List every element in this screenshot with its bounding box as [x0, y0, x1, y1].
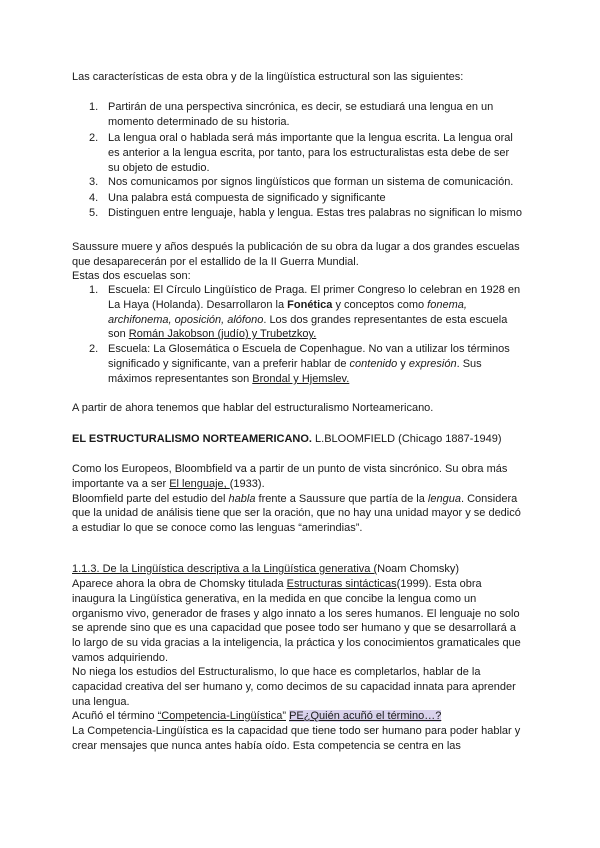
paragraph-line: Como los Europeos, Bloombfield va a partir de un punto de vista sincrónico. Su obra más: [72, 463, 508, 475]
list-item-text: su objeto de estudio.: [108, 162, 210, 174]
paragraph-line: No niega los estudios del Estructuralismo, lo que hace es completarlos, hablar de la: [72, 666, 481, 678]
list-item-text: Nos comunicamos por signos lingüísticos que forman un sistema de comunicación.: [108, 176, 514, 188]
subsection-title: 1.1.3. De la Lingüística descriptiva a la Lingüística generativa (Noam Chomsky): [72, 563, 460, 575]
paragraph-line: lo largo de su vida gracias a la inteligencia, la práctica y los conocimientos gramaticales que: [72, 637, 521, 649]
list-item-text: momento determinado de su historia.: [108, 116, 290, 128]
comment-highlight[interactable]: PE¿Quién acuñó el término…?: [289, 710, 442, 722]
list-number: 2.: [89, 343, 99, 355]
paragraph-line: Bloomfield parte del estudio del habla frente a Saussure que partía de la lengua. Considera: [72, 493, 518, 505]
intro-paragraph: Las características de esta obra y de la lingüística estructural son las siguientes:: [72, 71, 464, 83]
list-item-text: Escuela: El Círculo Lingüístico de Praga. El primer Congreso lo celebran en 1928 en: [108, 284, 521, 296]
paragraph-line: vamos adquiriendo.: [72, 652, 169, 664]
list-item-text: Escuela: La Glosemática o Escuela de Copenhague. No van a utilizar los términos: [108, 343, 510, 355]
list-item-text: máximos representantes son Brondal y Hjemslev.: [108, 373, 350, 385]
paragraph-line: Aparece ahora la obra de Chomsky titulada Estructuras sintácticas(1999). Esta obra: [72, 578, 482, 590]
list-item-text: La lengua oral o hablada será más importante que la lengua escrita. La lengua oral: [108, 132, 513, 144]
paragraph-line: a estudiar lo que se conoce como las lenguas “amerindias”.: [72, 522, 363, 534]
section-heading: EL ESTRUCTURALISMO NORTEAMERICANO. L.BLOOMFIELD (Chicago 1887-1949): [72, 433, 502, 445]
list-number: 2.: [89, 132, 99, 144]
paragraph-line: capacidad creativa del ser humano y, como decimos de su capacidad innata para aprender: [72, 681, 516, 693]
list-number: 3.: [89, 176, 99, 188]
list-item-text: Partirán de una perspectiva sincrónica, es decir, se estudiará una lengua en un: [108, 101, 494, 113]
list-number: 1.: [89, 284, 99, 296]
list-item-text: archifonema, oposición, alófono. Los dos grandes representantes de esta escuela: [108, 314, 508, 326]
representatives-link: Román Jakobson (judío) y Trubetzkoy.: [128, 328, 317, 340]
list-item-text: La Haya (Holanda). Desarrollaron la Fonética y conceptos como fonema,: [108, 299, 467, 311]
paragraph-line: se aprende sino que es una capacidad que posee todo ser humano y que se desarrollará a: [72, 622, 516, 634]
paragraph-line: Acuñó el término “Competencia-Lingüística” PE¿Quién acuñó el término…?: [72, 710, 442, 722]
list-item-text: Distinguen entre lenguaje, habla y lengua. Estas tres palabras no significan lo mismo: [108, 207, 522, 219]
list-item-text: Una palabra está compuesta de significado y significante: [108, 192, 386, 204]
paragraph-line: organismo vivo, generador de frases y algo innato a los seres humanos. El lenguaje no solo: [72, 608, 520, 620]
paragraph-line: A partir de ahora tenemos que hablar del estructuralismo Norteamericano.: [72, 402, 434, 414]
paragraph-line: Saussure muere y años después la publicación de su obra da lugar a dos grandes escuelas: [72, 241, 520, 253]
paragraph-line: que la unidad de análisis tiene que ser la oración, que no hay una unidad mayor y se dedicó: [72, 507, 521, 519]
representatives-link: Brondal y Hjemslev.: [252, 373, 350, 385]
paragraph-line: crear mensajes que nunca antes había oído. Esta competencia se centra en las: [72, 740, 461, 752]
paragraph-line: Estas dos escuelas son:: [72, 270, 191, 282]
paragraph-line: La Competencia-Lingüística es la capacidad que tiene todo ser humano para poder hablar y: [72, 725, 521, 737]
paragraph-line: inaugura la Lingüística generativa, en la medida en que concibe la lengua como un: [72, 593, 477, 605]
paragraph-line: importante va a ser El lenguaje, (1933).: [72, 478, 265, 490]
list-number: 4.: [89, 192, 99, 204]
list-number: 1.: [89, 101, 99, 113]
paragraph-line: que desaparecerán por el estallido de la II Guerra Mundial.: [72, 256, 359, 268]
list-number: 5.: [89, 207, 99, 219]
list-item-text: son Román Jakobson (judío) y Trubetzkoy.: [108, 328, 317, 340]
list-item-text: significado y significante, van a preferir hablar de contenido y expresión. Sus: [108, 358, 482, 370]
paragraph-line: una lengua.: [72, 696, 130, 708]
list-item-text: es anterior a la lengua escrita, por tanto, para los estructuralistas esta debe de ser: [108, 147, 510, 159]
